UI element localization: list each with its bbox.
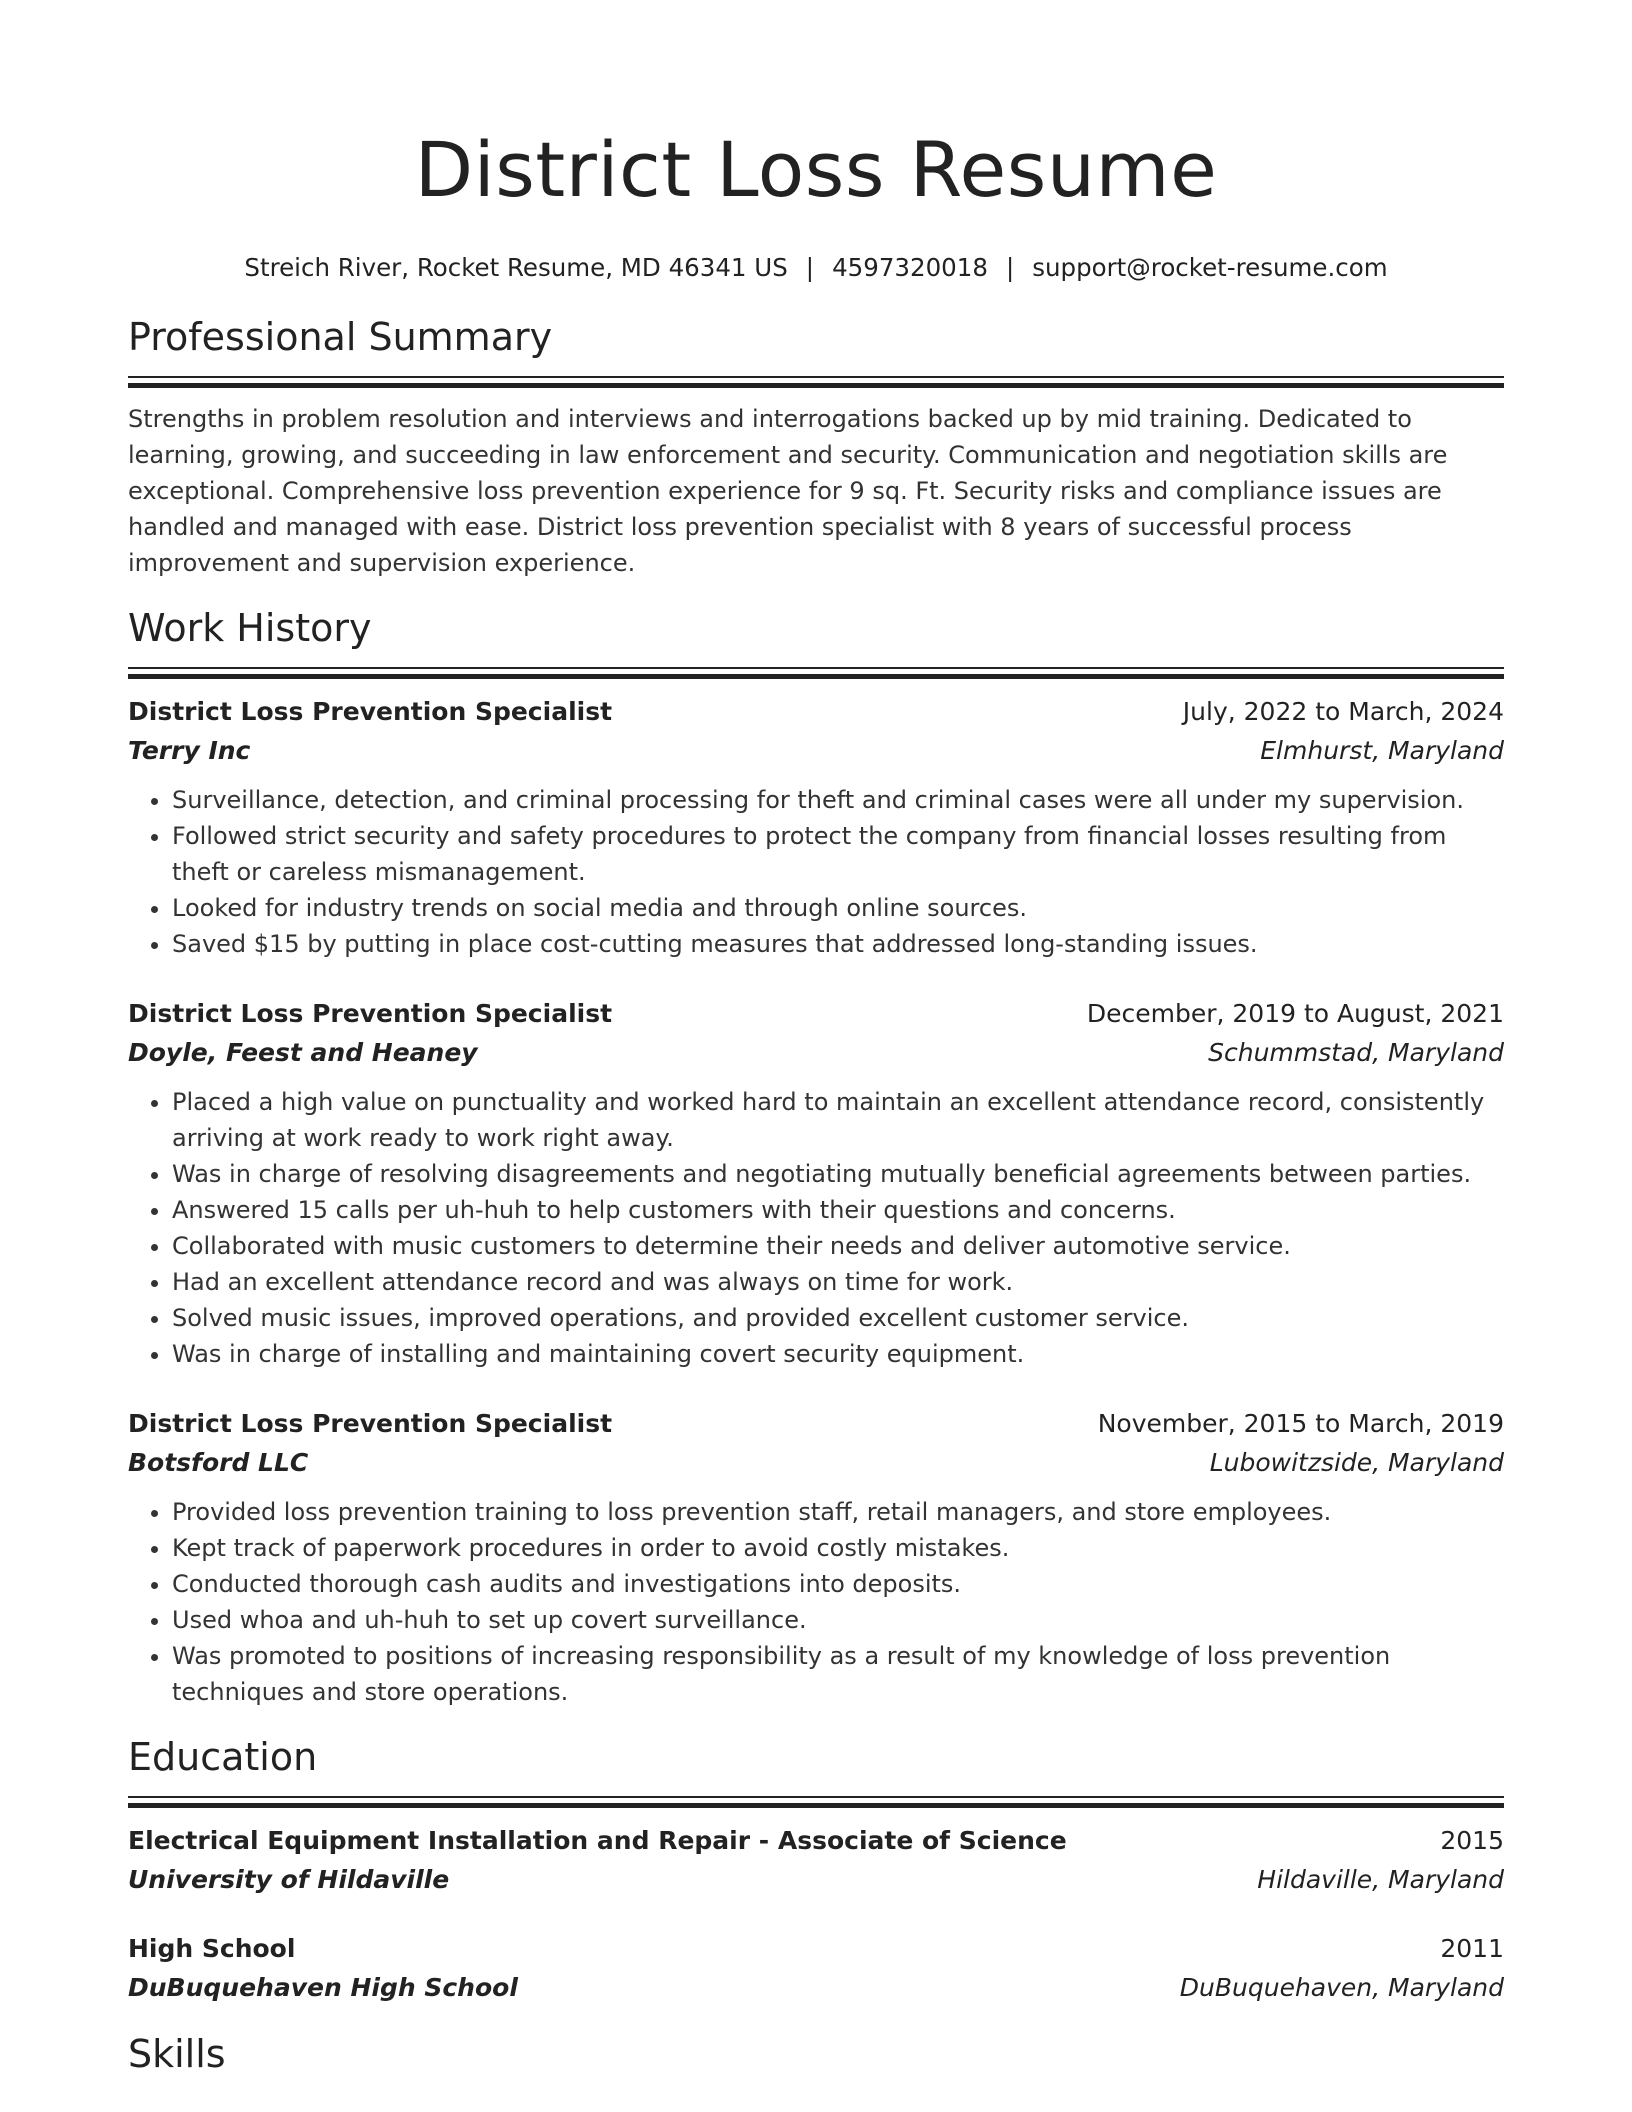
job-location: Elmhurst, Maryland	[1260, 736, 1504, 765]
list-item: • Solved music issues, improved operations, and provided excellent customer service.	[172, 1300, 1504, 1336]
resume-page	[128, 0, 1504, 2077]
job-company: Terry Inc	[128, 736, 251, 765]
education-degree: Electrical Equipment Installation and Repair - Associate of Science	[128, 1826, 1067, 1855]
list-item: • Was in charge of resolving disagreements and negotiating mutually beneficial agreements between parties.	[172, 1156, 1504, 1192]
education-school: University of Hildaville	[128, 1865, 450, 1894]
summary-section	[128, 314, 1504, 581]
job-company: Botsford LLC	[128, 1448, 309, 1477]
section-title-skills: Skills	[128, 2032, 226, 2076]
job-entry	[128, 692, 1504, 962]
job-bullets	[128, 1084, 1504, 1372]
contact-address: Streich River, Rocket Resume, MD 46341 US	[244, 253, 788, 282]
list-item: • Provided loss prevention training to loss prevention staff, retail managers, and store employees.	[172, 1494, 1504, 1530]
job-dates: November, 2015 to March, 2019	[1097, 1409, 1504, 1438]
contact-separator: |	[1005, 253, 1015, 282]
list-item: • Followed strict security and safety procedures to protect the company from financial losses resulting from theft or careless mismanagement.	[172, 818, 1504, 890]
education-year: 2015	[1440, 1826, 1504, 1855]
section-divider	[128, 376, 1504, 387]
job-bullets	[128, 782, 1504, 962]
section-divider	[128, 667, 1504, 678]
education-year: 2011	[1440, 1934, 1504, 1963]
list-item: • Was in charge of installing and maintaining covert security equipment.	[172, 1336, 1504, 1372]
list-item: • Answered 15 calls per uh-huh to help customers with their questions and concerns.	[172, 1192, 1504, 1228]
section-title-work: Work History	[128, 606, 372, 650]
work-history-section	[128, 605, 1504, 1710]
job-title: District Loss Prevention Specialist	[128, 1409, 613, 1438]
job-location: Lubowitzside, Maryland	[1209, 1448, 1504, 1477]
job-title: District Loss Prevention Specialist	[128, 697, 613, 726]
job-bullets	[128, 1494, 1504, 1710]
job-company: Doyle, Feest and Heaney	[128, 1038, 478, 1067]
list-item: • Kept track of paperwork procedures in order to avoid costly mistakes.	[172, 1530, 1504, 1566]
section-title-education: Education	[128, 1735, 318, 1779]
contact-email: support@rocket-resume.com	[1032, 253, 1388, 282]
list-item: • Surveillance, detection, and criminal processing for theft and criminal cases were all under my supervision.	[172, 782, 1504, 818]
list-item: • Had an excellent attendance record and was always on time for work.	[172, 1264, 1504, 1300]
resume-name: District Loss Resume	[414, 125, 1218, 214]
contact-separator: |	[805, 253, 815, 282]
education-section	[128, 1734, 1504, 2007]
list-item: • Collaborated with music customers to determine their needs and deliver automotive service.	[172, 1228, 1504, 1264]
job-entry	[128, 1404, 1504, 1710]
section-title-summary: Professional Summary	[128, 315, 553, 359]
list-item: • Looked for industry trends on social media and through online sources.	[172, 890, 1504, 926]
education-location: Hildaville, Maryland	[1257, 1865, 1504, 1894]
list-item: • Placed a high value on punctuality and worked hard to maintain an excellent attendance record, consistently arriving at work ready to work right away.	[172, 1084, 1504, 1156]
job-dates: December, 2019 to August, 2021	[1086, 999, 1504, 1028]
list-item: • Saved $15 by putting in place cost-cutting measures that addressed long-standing issues.	[172, 926, 1504, 962]
summary-text: Strengths in problem resolution and interviews and interrogations backed up by mid training. Dedicated to learning, growing, and succeeding in law enforcement and security. Communication and negotiation skills are exceptional. Comprehensive loss prevention experience for 9 sq. Ft. Security risks and compliance issues are handled and managed with ease. District loss prevention specialist with 8 years of successful process improvement and supervision experience.	[128, 405, 1448, 577]
job-entry	[128, 994, 1504, 1372]
job-title: District Loss Prevention Specialist	[128, 999, 613, 1028]
list-item: • Conducted thorough cash audits and investigations into deposits.	[172, 1566, 1504, 1602]
job-location: Schummstad, Maryland	[1208, 1038, 1504, 1067]
contact-phone: 4597320018	[832, 253, 988, 282]
education-school: DuBuquehaven High School	[128, 1973, 518, 2002]
education-entry	[128, 1821, 1504, 1899]
job-dates: July, 2022 to March, 2024	[1182, 697, 1504, 726]
list-item: • Used whoa and uh-huh to set up covert surveillance.	[172, 1602, 1504, 1638]
section-divider	[128, 1796, 1504, 1807]
contact-line	[128, 252, 1504, 284]
skills-section	[128, 2031, 1504, 2077]
education-entry	[128, 1929, 1504, 2007]
education-degree: High School	[128, 1934, 296, 1963]
education-location: DuBuquehaven, Maryland	[1179, 1973, 1504, 2002]
list-item: • Was promoted to positions of increasing responsibility as a result of my knowledge of loss prevention techniques and store operations.	[172, 1638, 1504, 1710]
